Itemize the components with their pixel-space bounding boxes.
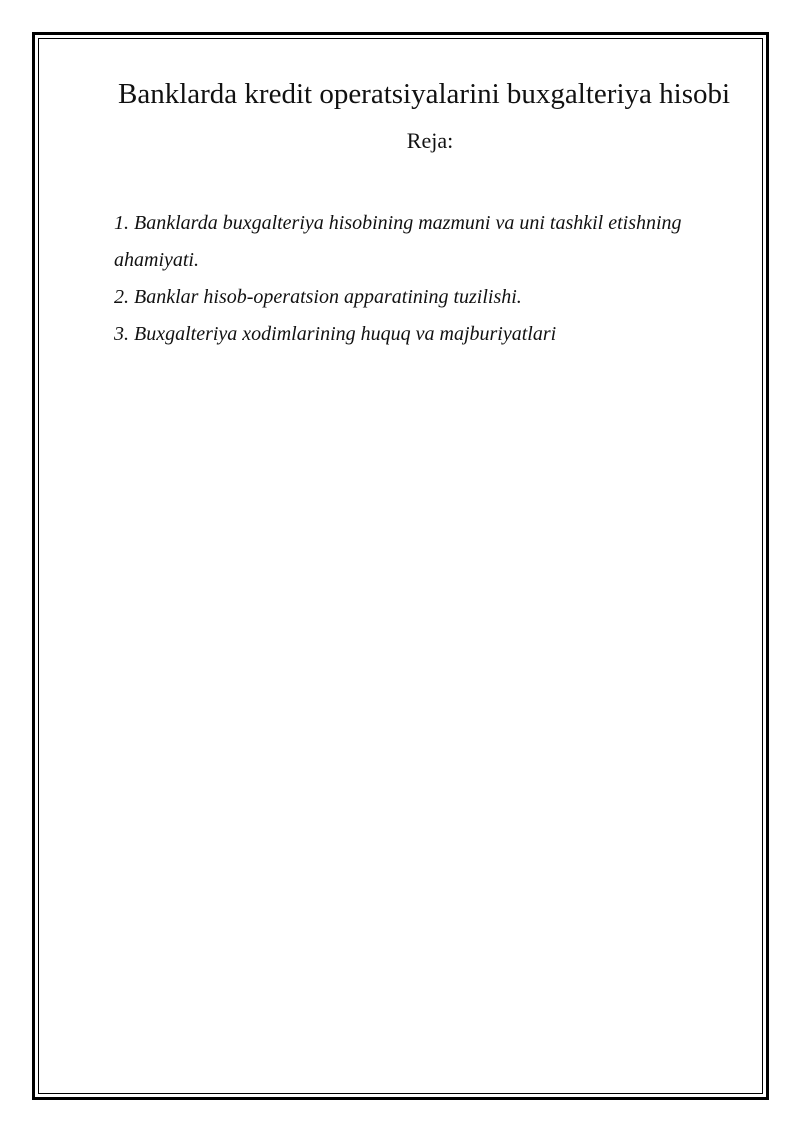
document-title: Banklarda kredit operatsiyalarini buxgalteriya hisobi [118,78,731,110]
plan-list [114,205,744,353]
plan-item: 2. Banklar hisob-operatsion apparatining tuzilishi. [114,286,522,308]
page-border-inner [38,38,763,1094]
plan-item: 1. Banklarda buxgalteriya hisobining mazmuni va uni tashkil etishning ahamiyati. [114,212,682,271]
plan-item: 3. Buxgalteriya xodimlarining huquq va majburiyatlari [114,323,557,345]
plan-heading: Reja: [406,128,454,153]
